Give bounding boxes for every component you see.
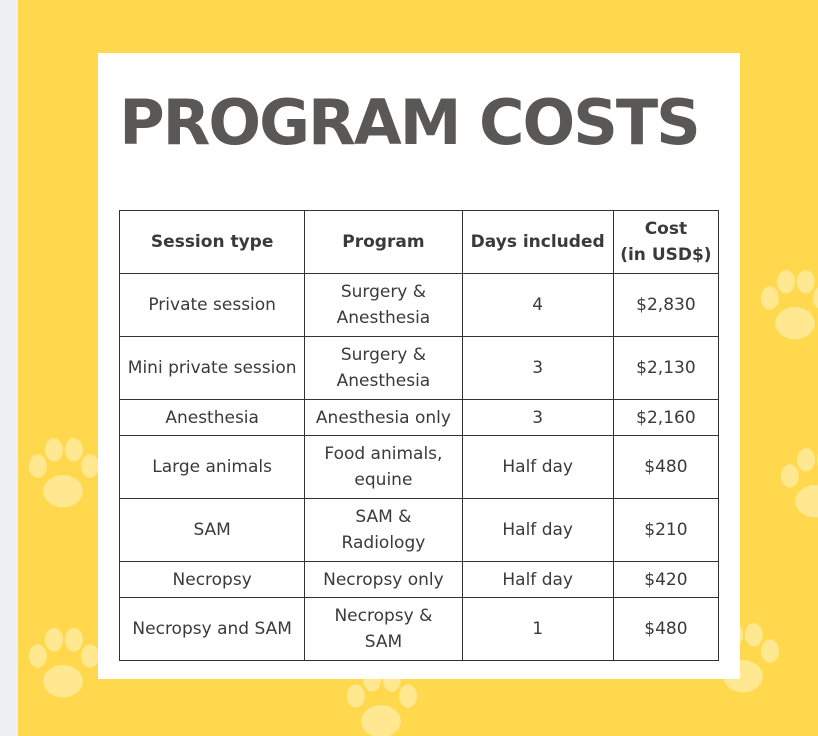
- cell-days: 4: [462, 274, 613, 337]
- cell-days: 3: [462, 337, 613, 400]
- cell-cost: $210: [613, 499, 718, 562]
- cell-program: Necropsy only: [305, 562, 462, 598]
- paw-icon: [750, 262, 818, 352]
- paw-icon: [18, 620, 108, 710]
- cell-program: Anesthesia only: [305, 400, 462, 436]
- cell-cost: $2,830: [613, 274, 718, 337]
- cell-days: Half day: [462, 436, 613, 499]
- cell-session-type: Mini private session: [120, 337, 305, 400]
- cell-cost: $480: [613, 436, 718, 499]
- table-row: [120, 274, 719, 337]
- table-row: [120, 436, 719, 499]
- cell-session-type: SAM: [120, 499, 305, 562]
- cell-cost: $2,160: [613, 400, 718, 436]
- program-costs-table: [119, 210, 719, 661]
- cell-days: 1: [462, 598, 613, 661]
- header-cost: Cost (in USD$): [613, 211, 718, 274]
- header-days-included: Days included: [462, 211, 613, 274]
- cell-session-type: Private session: [120, 274, 305, 337]
- cell-session-type: Necropsy: [120, 562, 305, 598]
- paw-icon: [18, 430, 108, 520]
- cell-cost: $2,130: [613, 337, 718, 400]
- page-title: PROGRAM COSTS: [119, 86, 699, 159]
- cell-program: Food animals, equine: [305, 436, 462, 499]
- cell-program: Surgery & Anesthesia: [305, 337, 462, 400]
- cell-session-type: Necropsy and SAM: [120, 598, 305, 661]
- cell-session-type: Large animals: [120, 436, 305, 499]
- header-program: Program: [305, 211, 462, 274]
- cell-session-type: Anesthesia: [120, 400, 305, 436]
- paw-icon: [770, 440, 818, 530]
- cell-program: Surgery & Anesthesia: [305, 274, 462, 337]
- cell-days: 3: [462, 400, 613, 436]
- table-row: [120, 337, 719, 400]
- cell-cost: $420: [613, 562, 718, 598]
- cell-program: SAM & Radiology: [305, 499, 462, 562]
- table-row: [120, 400, 719, 436]
- cell-days: Half day: [462, 499, 613, 562]
- table-row: [120, 562, 719, 598]
- table-row: [120, 598, 719, 661]
- cell-cost: $480: [613, 598, 718, 661]
- cell-days: Half day: [462, 562, 613, 598]
- table-row: [120, 499, 719, 562]
- cell-program: Necropsy & SAM: [305, 598, 462, 661]
- table-header-row: [120, 211, 719, 274]
- header-session-type: Session type: [120, 211, 305, 274]
